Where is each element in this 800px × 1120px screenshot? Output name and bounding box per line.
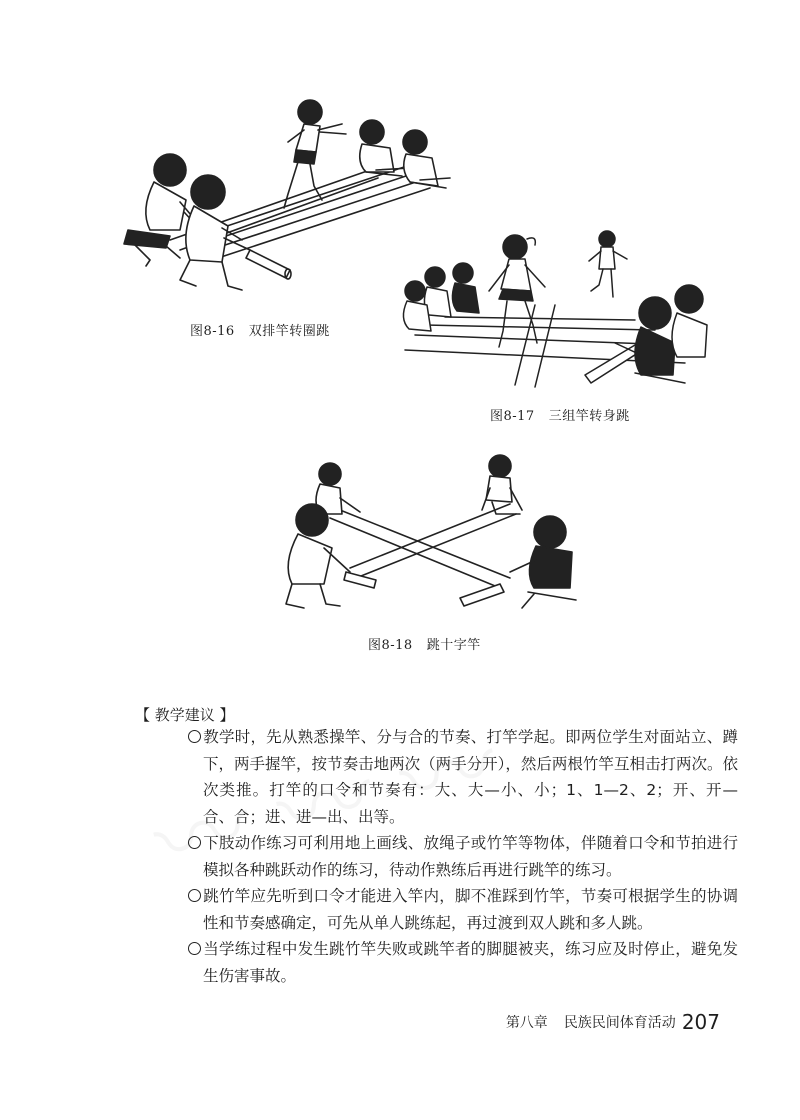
figure-title: 三组竿转身跳 bbox=[548, 409, 630, 424]
circle-bullet-icon bbox=[188, 942, 201, 955]
list-item: 跳竹竿应先听到口令才能进入竿内，脚不准踩到竹竿，节奏可根据学生的协调性和节奏感确定，可先从单人跳练起，再过渡到双人跳和多人跳。 bbox=[188, 883, 738, 936]
figure-title: 双排竿转圈跳 bbox=[248, 324, 330, 339]
figure-8-17-caption bbox=[490, 405, 630, 424]
list-item: 教学时，先从熟悉操竿、分与合的节奏、打竿学起。即两位学生对面站立、蹲下，两手握竿，按节奏击地两次（两手分开），然后两根竹竿互相击打两次。依次类推。打竿的口令和节奏有：大、大—小、小；1、1—2、2；开、开—合、合；进、进—出、出等。 bbox=[188, 724, 738, 830]
figure-title: 跳十字竿 bbox=[426, 638, 481, 653]
list-item: 下肢动作练习可利用地上画线、放绳子或竹竿等物体，伴随着口令和节拍进行模拟各种跳跃动作的练习，待动作熟练后再进行跳竿的练习。 bbox=[188, 830, 738, 883]
circle-bullet-icon bbox=[188, 836, 201, 849]
figure-8-18-caption bbox=[368, 634, 481, 653]
figure-number: 图8-16 bbox=[190, 324, 235, 339]
figure-8-16-caption bbox=[190, 320, 330, 339]
chapter-label: 第八章 bbox=[505, 1015, 548, 1031]
figure-number: 图8-18 bbox=[368, 638, 413, 653]
list-item: 当学练过程中发生跳竹竿失败或跳竿者的脚腿被夹，练习应及时停止，避免发生伤害事故。 bbox=[188, 936, 738, 989]
figure-8-17-illustration bbox=[385, 225, 725, 395]
figure-number: 图8-17 bbox=[490, 409, 535, 424]
teaching-suggestions-list bbox=[188, 724, 738, 989]
circle-bullet-icon bbox=[188, 889, 201, 902]
page-footer bbox=[506, 1010, 720, 1034]
chapter-title: 民族民间体育活动 bbox=[563, 1015, 676, 1031]
page-number: 207 bbox=[681, 1010, 720, 1034]
circle-bullet-icon bbox=[188, 730, 201, 743]
section-title: 【 教学建议 】 bbox=[135, 706, 235, 724]
figure-8-18-illustration bbox=[260, 448, 600, 618]
